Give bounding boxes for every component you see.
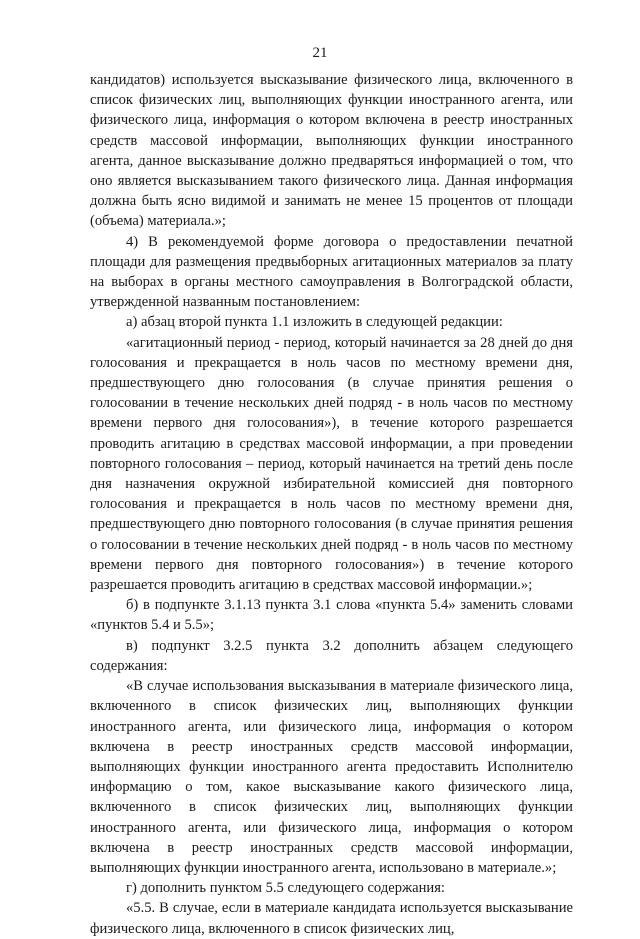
paragraph-subitem-a: а) абзац второй пункта 1.1 изложить в следующей редакции:	[126, 314, 503, 331]
page-number: 21	[312, 45, 328, 61]
document-text	[90, 70, 573, 939]
paragraph-item-4: 4) В рекомендуемой форме договора о предоставлении печатной площади для размещения предвыборных агитационных материалов за плату на выборах в органы местного самоуправления в Волгоградской области, утвержденной названным постановлением:	[90, 233, 573, 311]
paragraph-continuation: кандидатов) используется высказывание физического лица, включенного в список физических лиц, выполняющих функции иностранного агента, или физического лица, информация о котором включена в реестр иностранных средств массовой информации, выполняющих функции иностранного агента, данное высказывание должно предваряться информацией о том, что оно является высказыванием такого физического лица. Данная информация должна быть ясно видимой и занимать не менее 15 процентов от площади (объема) материала.»;	[90, 72, 573, 230]
paragraph-subitem-g: г) дополнить пунктом 5.5 следующего содержания:	[126, 880, 445, 897]
paragraph-quote-5-5: «5.5. В случае, если в материале кандидата используется высказывание физического лица, включенного в список физических лиц,	[90, 900, 573, 937]
paragraph-subitem-v: в) подпункт 3.2.5 пункта 3.2 дополнить абзацем следующего содержания:	[90, 637, 573, 674]
paragraph-quote-foreign-agent: «В случае использования высказывания в материале физического лица, включенного в список физических лиц, выполняющих функции иностранного агента, или физического лица, информация о котором включена в реестр иностранных средств массовой информации, выполняющих функции иностранного агента предоставить Исполнителю информацию о том, какое высказывание какого физического лица, включенного в список физических лиц, выполняющих функции иностранного агента, или физического лица, информация о котором включена в реестр иностранных средств массовой информации, выполняющих функции иностранного агента, использовано в материале.»;	[90, 678, 573, 876]
paragraph-subitem-b: б) в подпункте 3.1.13 пункта 3.1 слова «пункта 5.4» заменить словами «пунктов 5.4 и 5.5»;	[90, 597, 573, 634]
paragraph-quote-agitation-period: «агитационный период - период, который начинается за 28 дней до дня голосования и прекращается в ноль часов по местному времени дня, предшествующего дню голосования (в случае принятия решения о голосовании в течение нескольких дней подряд - в ноль часов по местному времени первого дня голосования»), в течение которого разрешается проводить агитацию в средствах массовой информации, а при проведении повторного голосования – период, который начинается на третий день после дня назначения окружной избирательной комиссией дня повторного голосования и прекращается в ноль часов по местному времени дня, предшествующего дню повторного голосования (в случае принятия решения о голосовании в течение нескольких дней подряд - в ноль часов по местному времени первого дня повторного голосования») в течение которого разрешается проводить агитацию в средствах массовой информации.»;	[90, 334, 573, 594]
